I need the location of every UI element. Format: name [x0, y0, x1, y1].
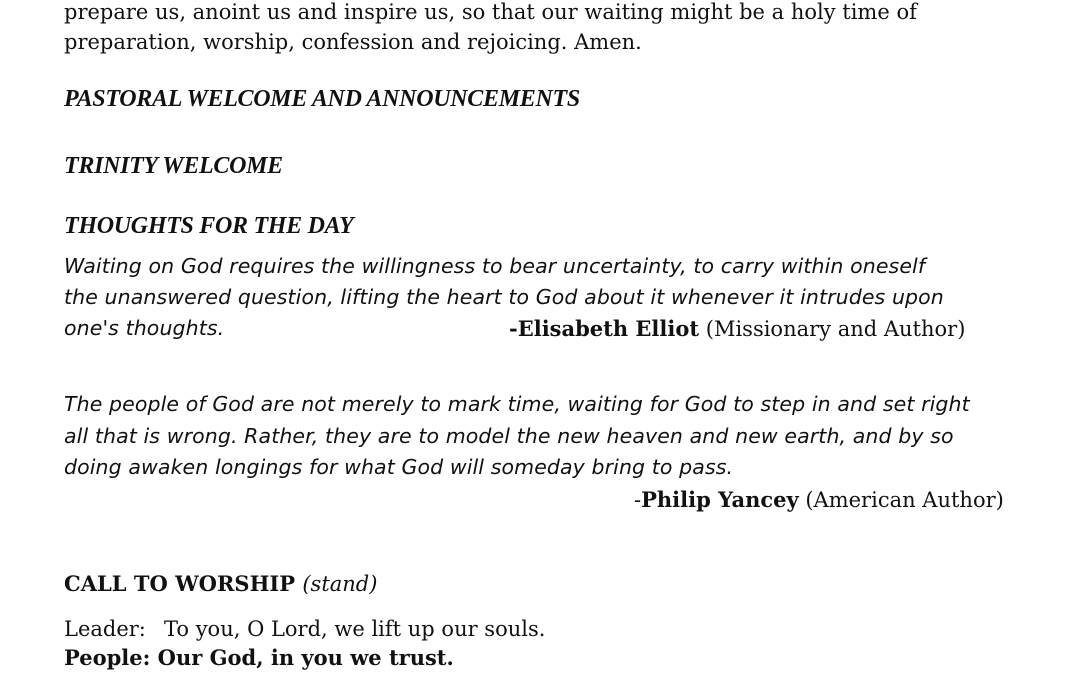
quote2-dash: -: [634, 488, 642, 512]
prayer-line-1: prepare us, anoint us and inspire us, so that our waiting might be a holy time of: [64, 0, 917, 24]
heading-trinity-welcome: TRINITY WELCOME: [64, 153, 283, 179]
prayer-line-2: preparation, worship, confession and rejoicing. Amen.: [64, 30, 642, 54]
quote1-line-1: Waiting on God requires the willingness to bear uncertainty, to carry within oneself: [64, 254, 926, 278]
leader-line: [64, 614, 545, 645]
leader-label: Leader:: [64, 617, 146, 641]
quote2-line-3: doing awaken longings for what God will someday bring to pass.: [64, 455, 734, 479]
quote1-line-2: the unanswered question, lifting the heart to God about it whenever it intrudes upon: [64, 285, 944, 309]
quote2-author-note: (American Author): [798, 488, 1004, 512]
heading-thoughts-for-the-day: THOUGHTS FOR THE DAY: [64, 213, 354, 239]
leader-text: To you, O Lord, we lift up our souls.: [164, 617, 546, 641]
call-to-worship-title: CALL TO WORSHIP: [64, 571, 303, 596]
quote1-author: -Elisabeth Elliot: [509, 316, 700, 341]
people-line: People: Our God, in you we trust.: [64, 645, 454, 670]
quote2-line-2: all that is wrong. Rather, they are to model the new heaven and new earth, and by so: [64, 424, 954, 448]
call-to-worship-heading: [64, 568, 377, 600]
quote1-attribution: [509, 313, 965, 345]
quote2-line-1: The people of God are not merely to mark time, waiting for God to step in and set right: [64, 392, 970, 416]
quote1-line-3: one's thoughts.: [64, 316, 225, 340]
call-to-worship-stand-note: (stand): [302, 572, 378, 596]
quote1-author-note: (Missionary and Author): [699, 317, 966, 341]
quote2-author: Philip Yancey: [641, 487, 799, 512]
heading-pastoral-welcome: PASTORAL WELCOME AND ANNOUNCEMENTS: [64, 86, 580, 112]
quote2-attribution: [634, 484, 1004, 516]
